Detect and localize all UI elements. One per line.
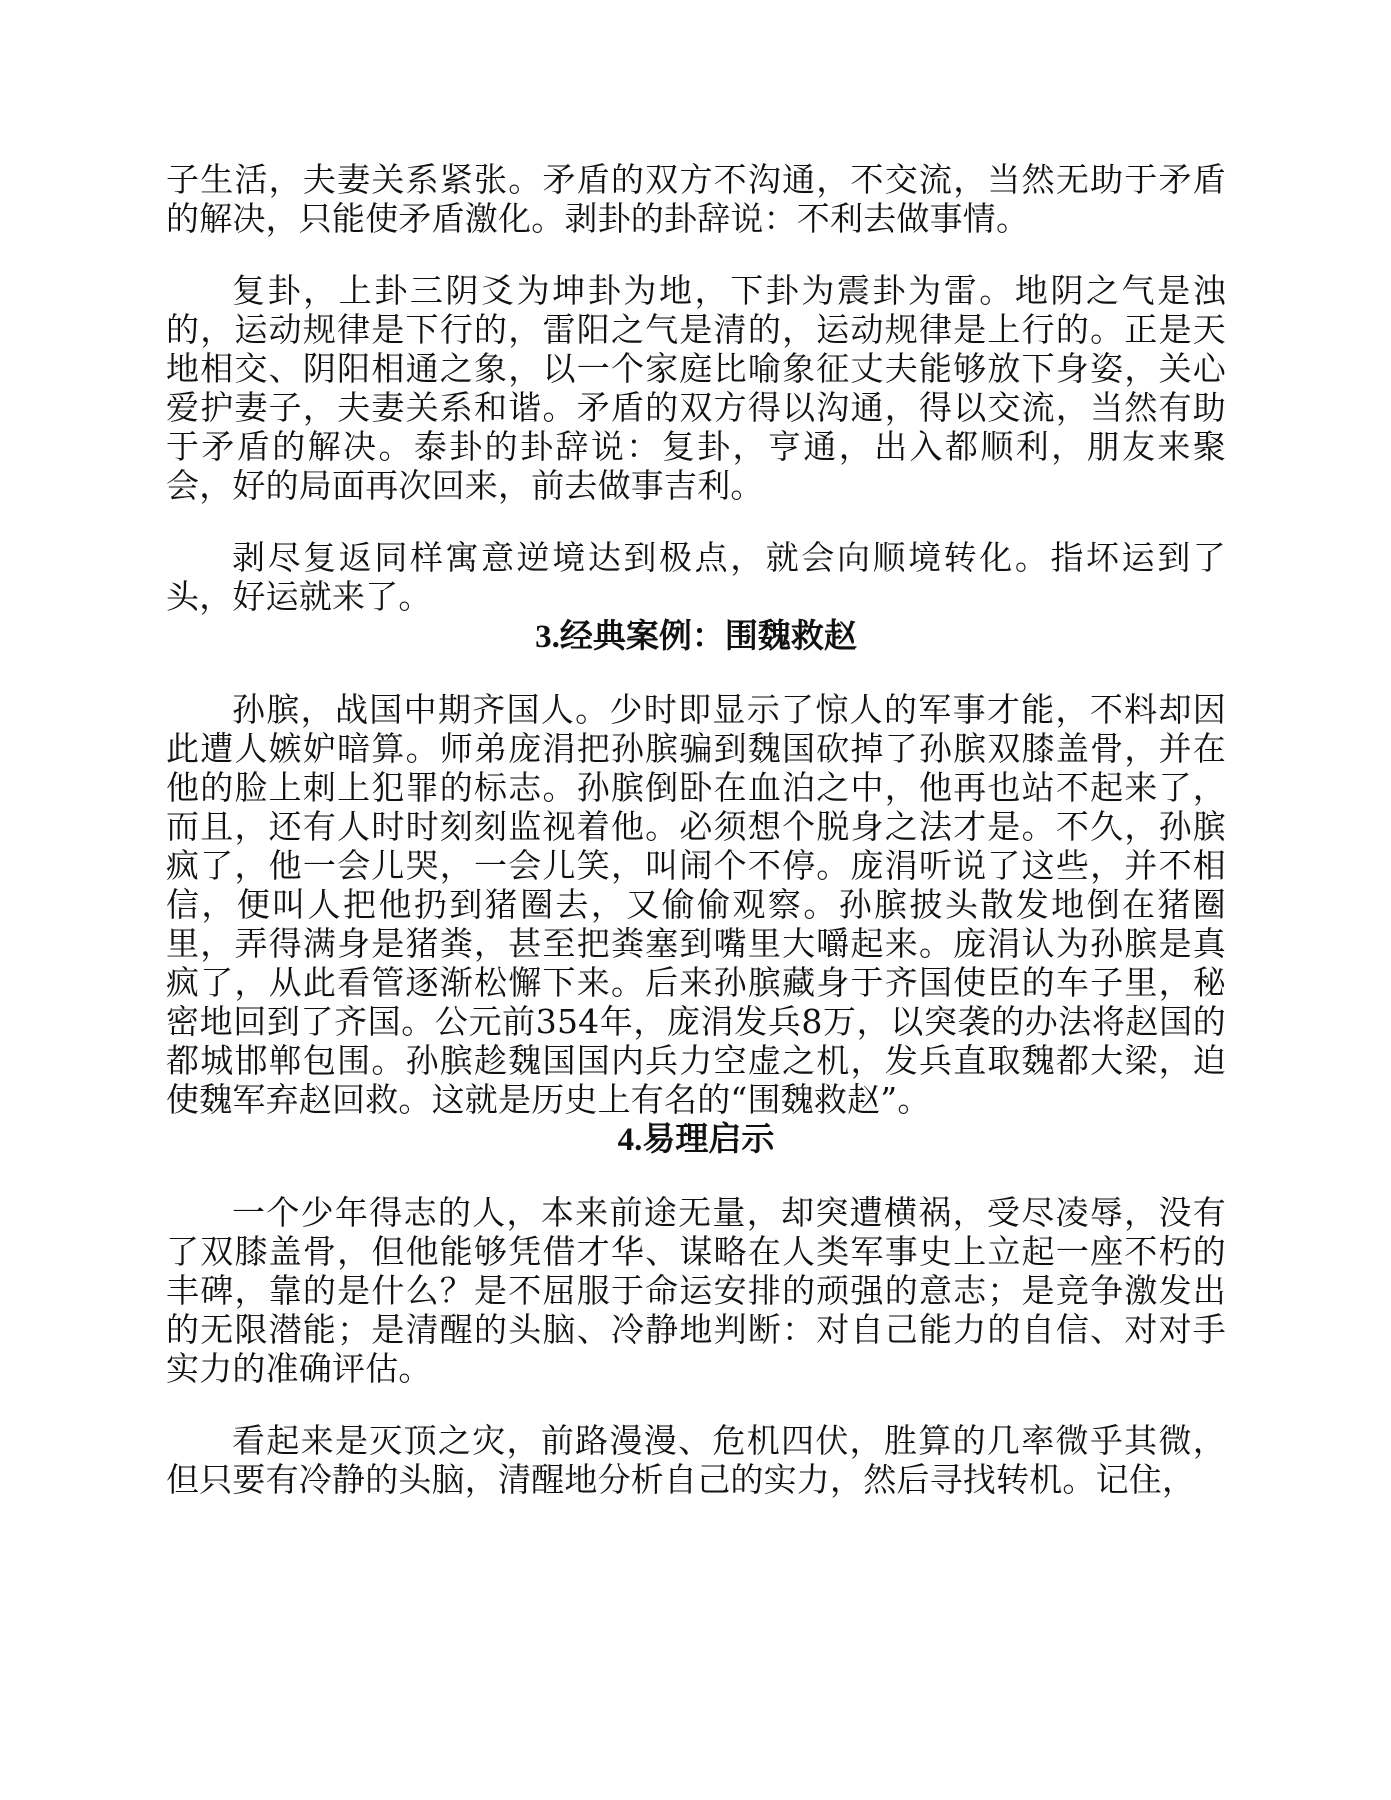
paragraph-4: 孙膑，战国中期齐国人。少时即显示了惊人的军事才能，不料却因此遭人嫉妒暗算。师弟庞涓把孙膑骗到魏国砍掉了孙膑双膝盖骨，并在他的脸上刺上犯罪的标志。孙膑倒卧在血泊之中，他再也站不起来了，而且，还有人时时刻刻监视着他。必须想个脱身之法才是。不久，孙膑疯了，他一会儿哭，一会儿笑，叫闹个不停。庞涓听说了这些，并不相信，便叫人把他扔到猪圈去，又偷偷观察。孙膑披头散发地倒在猪圈里，弄得满身是猪粪，甚至把粪塞到嘴里大嚼起来。庞涓认为孙膑是真疯了，从此看管逐渐松懈下来。后来孙膑藏身于齐国使臣的车子里，秘密地回到了齐国。公元前354年，庞涓发兵8万，以突袭的办法将赵国的都城邯郸包围。孙膑趁魏国国内兵力空虚之机，发兵直取魏都大梁，迫使魏军弃赵回救。这就是历史上有名的“围魏救赵”。 (166, 690, 1226, 1119)
paragraph-1: 子生活，夫妻关系紧张。矛盾的双方不沟通，不交流，当然无助于矛盾的解决，只能使矛盾激化。剥卦的卦辞说：不利去做事情。 (166, 160, 1226, 238)
section-heading-3 (166, 616, 1226, 657)
section-title: 易理启示 (642, 1119, 775, 1158)
section-number: 3. (535, 619, 560, 655)
paragraph-6: 看起来是灭顶之灾，前路漫漫、危机四伏，胜算的几率微乎其微，但只要有冷静的头脑，清醒地分析自己的实力，然后寻找转机。记住， (166, 1421, 1226, 1499)
paragraph-3: 剥尽复返同样寓意逆境达到极点，就会向顺境转化。指坏运到了头，好运就来了。 (166, 538, 1226, 616)
paragraph-5: 一个少年得志的人，本来前途无量，却突遭横祸，受尽凌辱，没有了双膝盖骨，但他能够凭借才华、谋略在人类军事史上立起一座不朽的丰碑，靠的是什么？是不屈服于命运安排的顽强的意志；是竞争激发出的无限潜能；是清醒的头脑、冷静地判断：对自己能力的自信、对对手实力的准确评估。 (166, 1193, 1226, 1388)
page-content (166, 160, 1226, 1499)
section-title: 经典案例：围魏救赵 (559, 616, 857, 655)
section-number: 4. (617, 1122, 643, 1158)
section-heading-4 (166, 1119, 1226, 1160)
paragraph-2: 复卦，上卦三阴爻为坤卦为地，下卦为震卦为雷。地阴之气是浊的，运动规律是下行的，雷阳之气是清的，运动规律是上行的。正是天地相交、阴阳相通之象，以一个家庭比喻象征丈夫能够放下身姿，关心爱护妻子，夫妻关系和谐。矛盾的双方得以沟通，得以交流，当然有助于矛盾的解决。泰卦的卦辞说：复卦，亨通，出入都顺利，朋友来聚会，好的局面再次回来，前去做事吉利。 (166, 271, 1226, 505)
